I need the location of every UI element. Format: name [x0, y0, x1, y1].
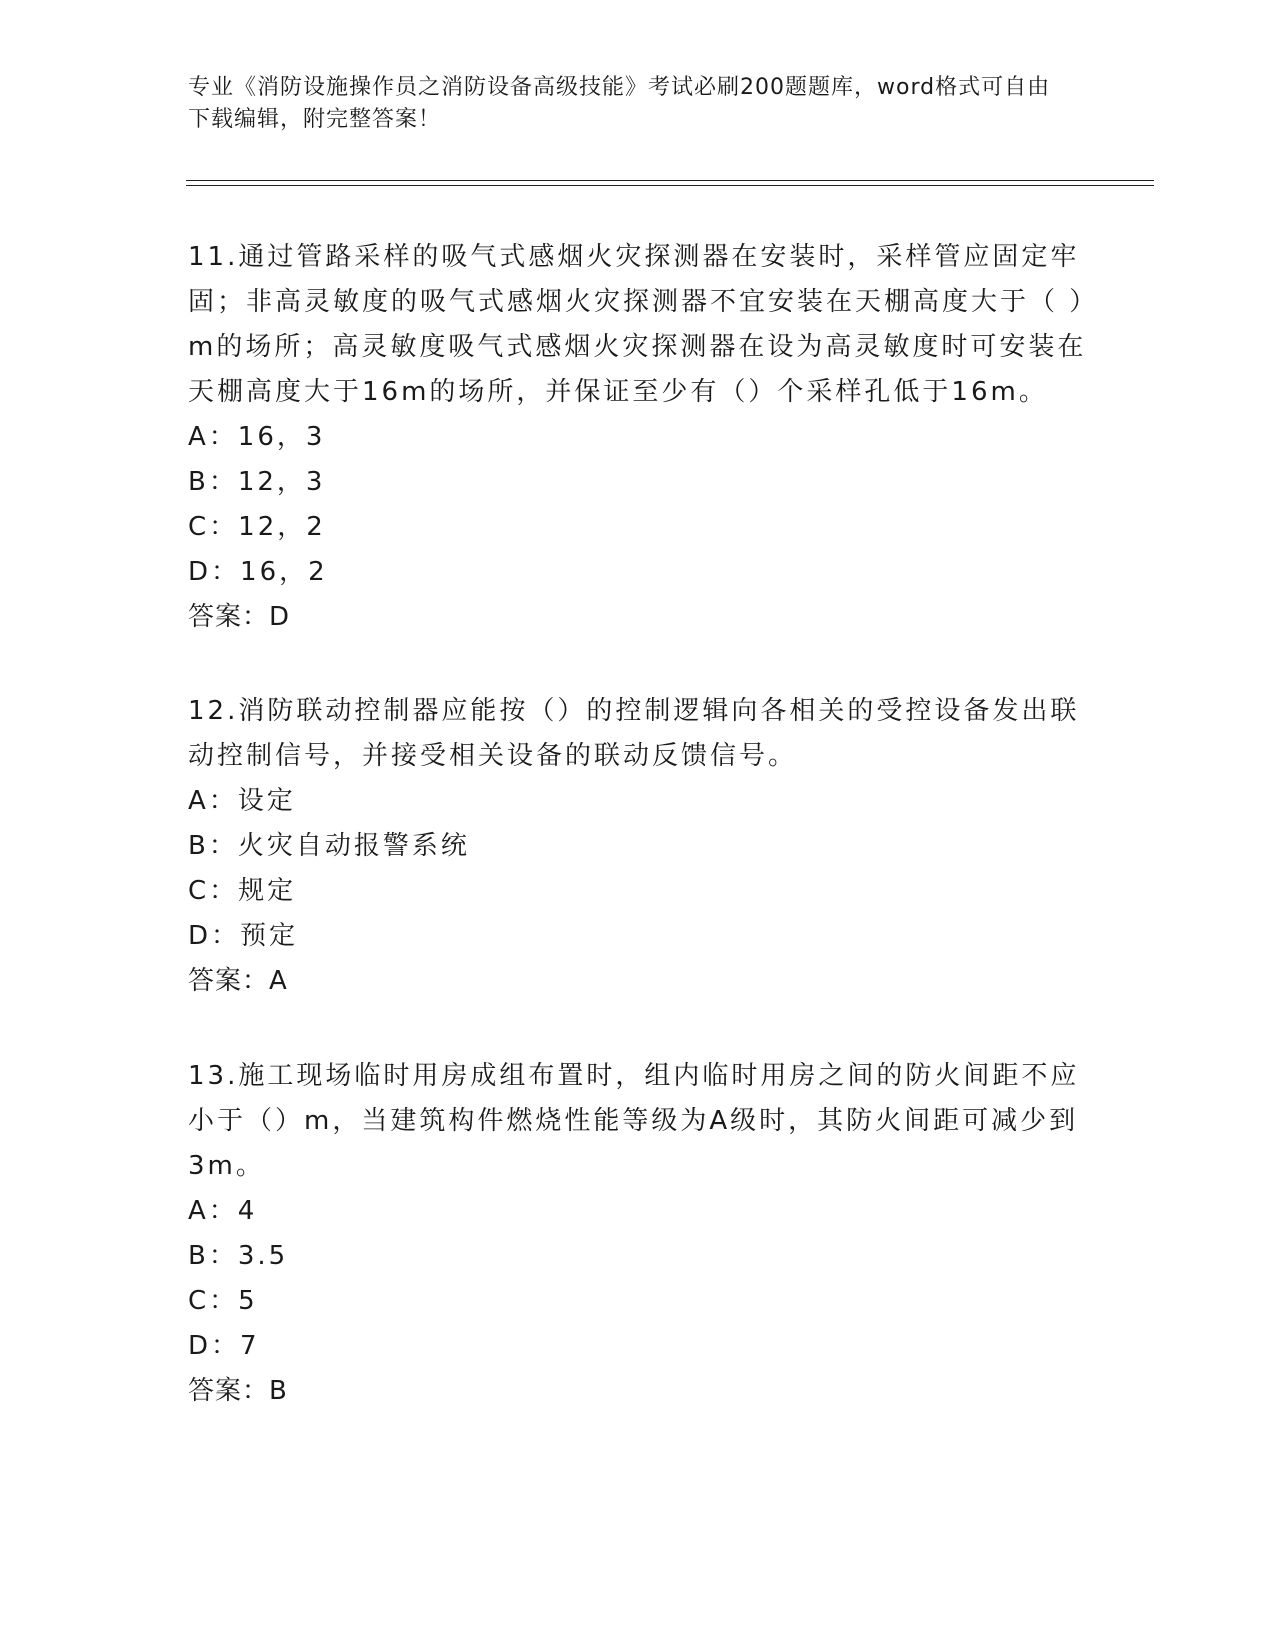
document-header: 专业《消防设施操作员之消防设备高级技能》考试必刷200题题库，word格式可自由下载编辑，附完整答案！: [188, 75, 1051, 132]
answer: 答案：A: [188, 966, 288, 996]
question-12: [188, 689, 1088, 1004]
option-a: A：4: [188, 1196, 258, 1226]
option-a: A：16，3: [188, 422, 326, 452]
option-c: C：12，2: [188, 512, 326, 542]
answer: 答案：B: [188, 1376, 288, 1406]
option-b: B：12，3: [188, 467, 326, 497]
header-divider-top: [186, 180, 1154, 181]
question-13: [188, 1054, 1088, 1414]
header-divider-bottom: [186, 185, 1154, 186]
option-d: D：7: [188, 1331, 260, 1361]
question-text: 12.消防联动控制器应能按（）的控制逻辑向各相关的受控设备发出联动控制信号，并接受相关设备的联动反馈信号。: [188, 696, 1080, 771]
question-text: 13.施工现场临时用房成组布置时，组内临时用房之间的防火间距不应小于（）m，当建筑构件燃烧性能等级为A级时，其防火间距可减少到3m。: [188, 1061, 1080, 1181]
option-d: D：16，2: [188, 557, 328, 587]
option-c: C：规定: [188, 876, 297, 906]
option-d: D：预定: [188, 921, 299, 951]
option-b: B：火灾自动报警系统: [188, 831, 470, 861]
answer: 答案：D: [188, 602, 291, 632]
question-11: [188, 235, 1088, 640]
question-text: 11.通过管路采样的吸气式感烟火灾探测器在安装时，采样管应固定牢固；非高灵敏度的吸气式感烟火灾探测器不宜安装在天棚高度大于（ ）m的场所；高灵敏度吸气式感烟火灾探测器在设为高灵敏度时可安装在天棚高度大于16m的场所，并保证至少有（）个采样孔低于16m。: [188, 242, 1087, 407]
option-a: A：设定: [188, 786, 296, 816]
option-c: C：5: [188, 1286, 258, 1316]
option-b: B：3.5: [188, 1241, 289, 1271]
